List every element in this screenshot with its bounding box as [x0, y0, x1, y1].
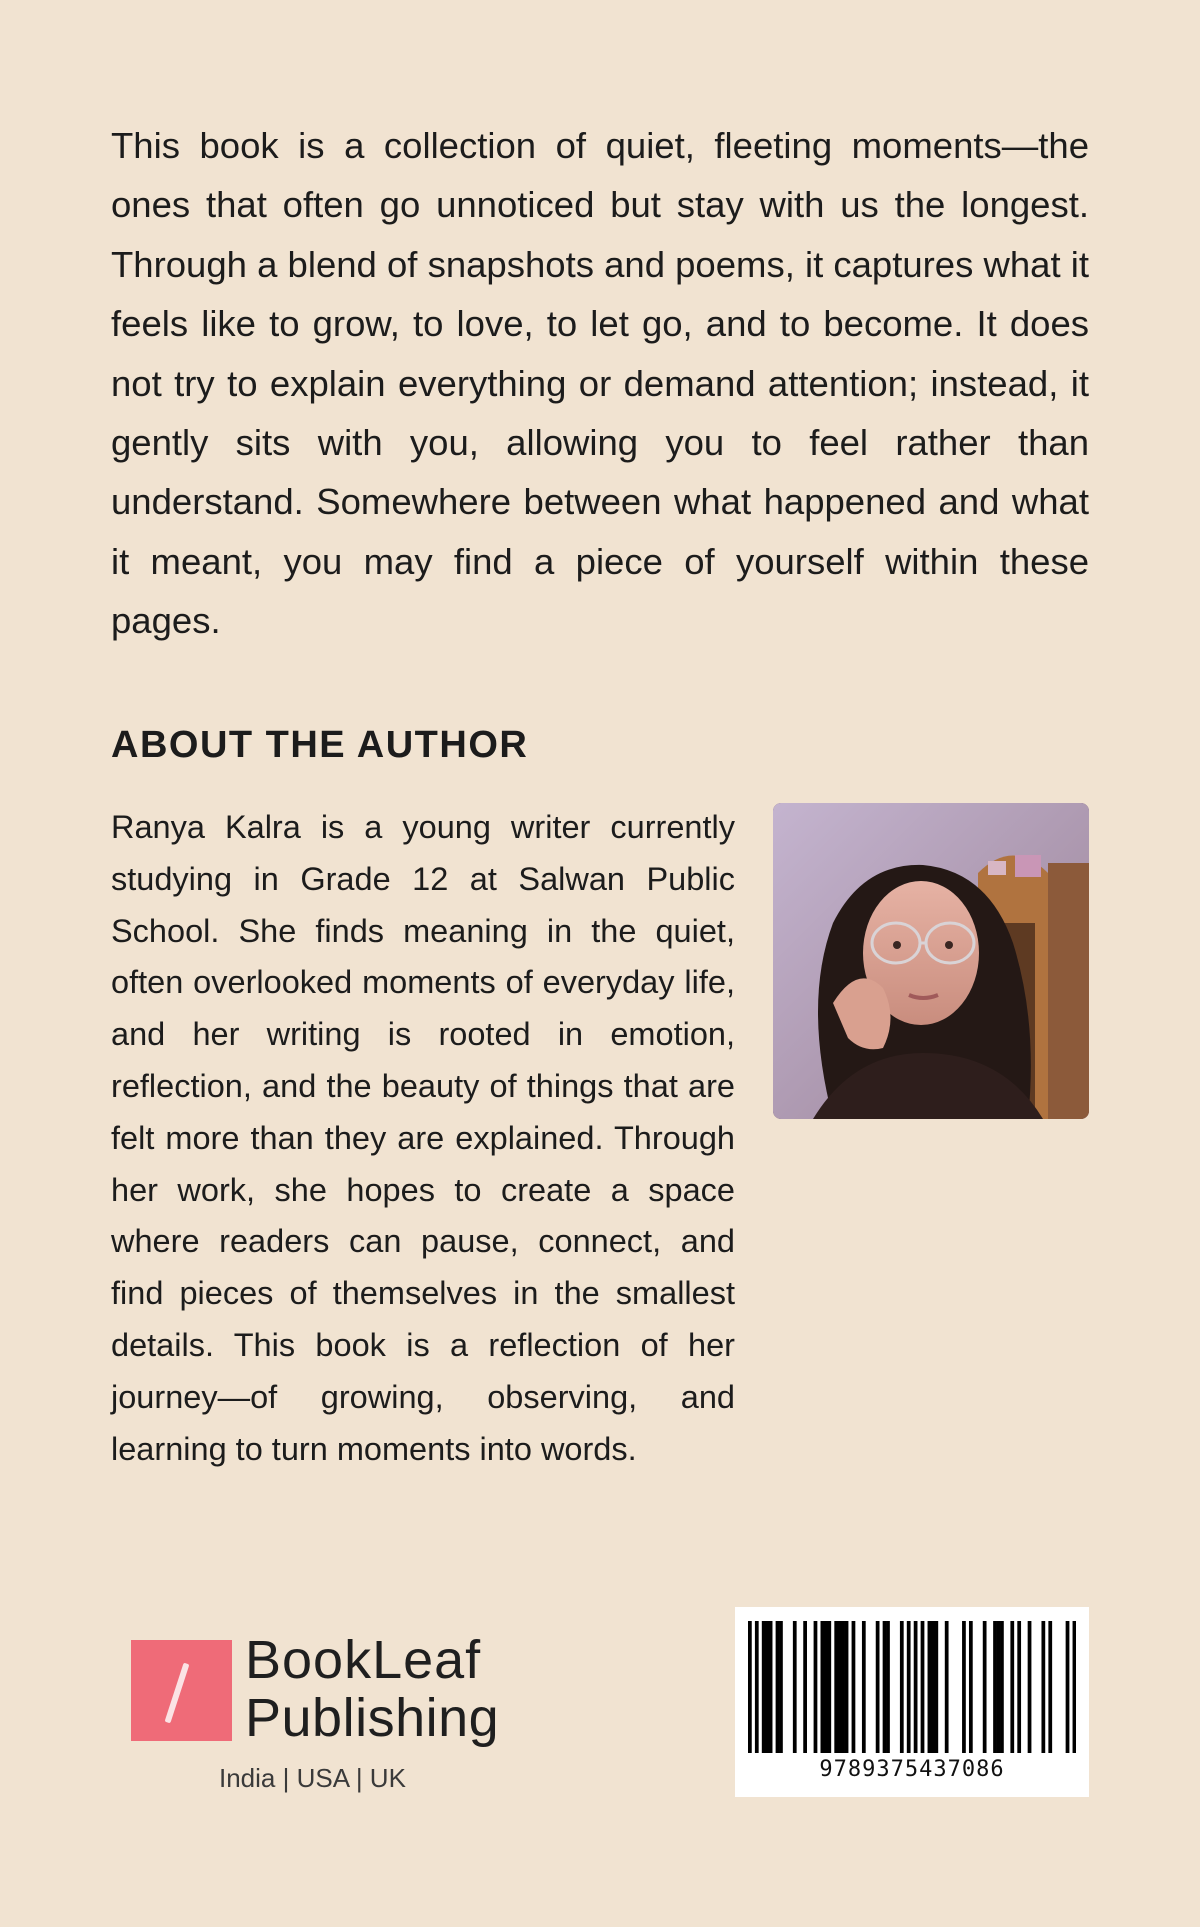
barcode-bar [945, 1621, 949, 1753]
barcode-bar [962, 1621, 966, 1753]
barcode-bar [765, 1621, 769, 1753]
barcode-bar [914, 1621, 918, 1753]
barcode-bar [928, 1621, 932, 1753]
barcode-bar [886, 1621, 890, 1753]
back-cover-blurb: This book is a collection of quiet, fleeting moments—the ones that often go unnoticed but stay with us the longest. Through a blend of snapshots and poems, it captures what it feels like to grow, to love, to let go, and to become. It does not try to explain everything or demand attention; instead, it gently sits with you, allowing you to feel rather than understand. Somewhere between what happened and what it meant, you may find a piece of yourself within these pages. [111, 125, 1089, 642]
barcode-bar [762, 1621, 766, 1753]
barcode-bar [862, 1621, 866, 1753]
barcode-bars [748, 1621, 1076, 1753]
barcode-bar [824, 1621, 828, 1753]
barcode-bar [1066, 1621, 1070, 1753]
barcode-bar [1048, 1621, 1052, 1753]
barcode-bar [821, 1621, 825, 1753]
barcode-bar [779, 1621, 783, 1753]
author-photo [773, 803, 1089, 1119]
barcode-bar [1041, 1621, 1045, 1753]
barcode-bar [1000, 1621, 1004, 1753]
barcode-bar [755, 1621, 759, 1753]
barcode-bar [1010, 1621, 1014, 1753]
publisher-regions: India | USA | UK [219, 1763, 406, 1793]
logo-mark-icon [131, 1640, 232, 1741]
barcode-bar [1017, 1621, 1021, 1753]
barcode-bar [841, 1621, 845, 1753]
barcode-bar [983, 1621, 987, 1753]
barcode-bar [793, 1621, 797, 1753]
barcode-bar [838, 1621, 842, 1753]
isbn-barcode [735, 1607, 1089, 1797]
barcode-bar [776, 1621, 780, 1753]
barcode-bar [834, 1621, 838, 1753]
barcode-bar [1073, 1621, 1076, 1753]
barcode-bar [900, 1621, 904, 1753]
barcode-bar [969, 1621, 973, 1753]
barcode-bar [1028, 1621, 1032, 1753]
publisher-name-line1: BookLeaf [245, 1630, 482, 1690]
barcode-bar [748, 1621, 752, 1753]
barcode-bar [845, 1621, 849, 1753]
barcode-bar [931, 1621, 935, 1753]
about-author-heading: ABOUT THE AUTHOR [111, 724, 529, 766]
barcode-bar [883, 1621, 887, 1753]
barcode-bar [769, 1621, 773, 1753]
publisher-name-line2: Publishing [245, 1688, 500, 1748]
barcode-bar [934, 1621, 938, 1753]
barcode-bar [852, 1621, 856, 1753]
barcode-bar [993, 1621, 997, 1753]
barcode-bar [827, 1621, 831, 1753]
barcode-bar [876, 1621, 880, 1753]
author-bio: Ranya Kalra is a young writer currently studying in Grade 12 at Salwan Public School. She finds meaning in the quiet, often overlooked moments of everyday life, and her writing is rooted in emotion, reflection, and the beauty of things that are felt more than they are explained. Through her work, she hopes to create a space where readers can pause, connect, and find pieces of themselves in the smallest details. This book is a reflection of her journey—of growing, observing, and learning to turn moments into words. [111, 809, 735, 1467]
isbn-number: 9789375437086 [819, 1757, 1005, 1782]
barcode-bar [803, 1621, 807, 1753]
publisher-logo [131, 1630, 531, 1796]
barcode-bar [907, 1621, 911, 1753]
barcode-bar [921, 1621, 925, 1753]
barcode-bar [997, 1621, 1001, 1753]
barcode-bar [814, 1621, 818, 1753]
